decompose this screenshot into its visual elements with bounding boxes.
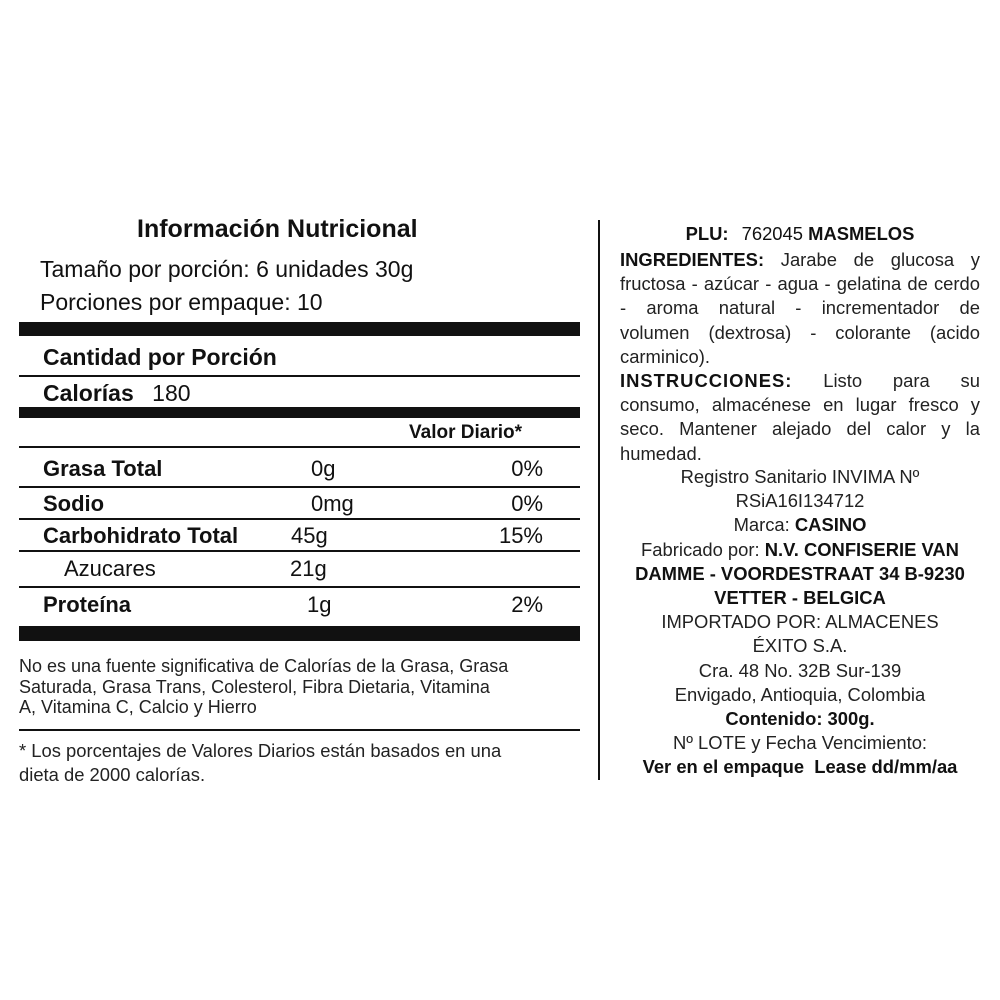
calories-label: Calorías	[43, 380, 134, 406]
divider	[19, 550, 580, 552]
divider	[19, 486, 580, 488]
footnote-line: dieta de 2000 calorías.	[19, 764, 206, 785]
nutrition-footnote	[19, 739, 501, 787]
nutrition-note	[19, 656, 508, 718]
serving-size: Tamaño por porción: 6 unidades 30g	[40, 256, 414, 282]
instructions-text: Listo para su	[823, 370, 980, 391]
thick-divider-bottom	[19, 626, 580, 641]
divider	[19, 729, 580, 731]
calories-row	[43, 380, 191, 407]
instructions-block	[620, 369, 980, 466]
ingredients-line: - aroma natural - incrementador de	[620, 297, 980, 319]
nutrition-title: Información Nutricional	[137, 215, 418, 243]
fabricado-name: N.V. CONFISERIE VAN	[764, 538, 959, 560]
nutrient-amount: 1g	[307, 592, 332, 617]
nutrient-percent: 0%	[511, 456, 543, 481]
divider	[19, 586, 580, 588]
nutrient-amount: 21g	[290, 556, 327, 581]
fabricado-line	[600, 538, 1000, 562]
lote-line: Nº LOTE y Fecha Vencimiento:	[672, 732, 928, 754]
amount-per-serving: Cantidad por Porción	[43, 344, 277, 370]
nutrient-percent: 0%	[511, 491, 543, 516]
servings-per-container: Porciones por empaque: 10	[40, 289, 323, 315]
importer-name: ÉXITO S.A.	[752, 635, 848, 657]
lote-value: Ver en el empaque Lease dd/mm/aa	[642, 756, 958, 778]
registro-line: Registro Sanitario INVIMA Nº	[680, 466, 920, 487]
marca-line	[600, 513, 1000, 537]
ingredients-block	[620, 248, 980, 369]
nutrient-name: Sodio	[43, 491, 105, 516]
address-line: Cra. 48 No. 32B Sur-139	[698, 659, 902, 681]
nutrient-amount: 0mg	[311, 491, 354, 516]
nutrient-percent: 2%	[511, 592, 543, 617]
daily-value-header: Valor Diario*	[409, 422, 522, 443]
nutrient-name: Carbohidrato Total	[43, 523, 239, 548]
plu-line	[600, 222, 1000, 246]
instructions-line: seco. Mantener alejado del calor y la	[620, 418, 980, 440]
ingredients-line: carminico).	[620, 345, 710, 367]
instructions-label: INSTRUCCIONES:	[620, 370, 793, 391]
ingredients-line: fructosa - azúcar - agua - gelatina de cerdo	[620, 273, 980, 295]
fabricado-label: Fabricado por:	[641, 538, 760, 560]
instructions-line: humedad.	[620, 442, 702, 464]
nutrient-amount: 45g	[291, 523, 328, 548]
ingredients-line	[620, 248, 980, 272]
contenido-line: Contenido: 300g.	[725, 708, 875, 730]
marca-value: CASINO	[794, 514, 867, 536]
divider	[19, 518, 580, 520]
divider	[19, 375, 580, 377]
note-line: Saturada, Grasa Trans, Colesterol, Fibra Dietaria, Vitamina	[19, 676, 490, 697]
product-details	[600, 465, 1000, 780]
note-line: No es una fuente significativa de Calorías de la Grasa, Grasa	[19, 656, 509, 676]
footnote-line: * Los porcentajes de Valores Diarios están basados en una	[19, 740, 502, 761]
instructions-line	[620, 369, 980, 393]
plu-code: 762045	[741, 223, 803, 244]
plu-label: PLU:	[685, 223, 729, 244]
note-line: A, Vitamina C, Calcio y Hierro	[19, 697, 257, 717]
ingredients-label: INGREDIENTES:	[620, 249, 765, 270]
ingredients-line: volumen (dextrosa) - colorante (acido	[620, 321, 980, 343]
nutrient-amount: 0g	[311, 456, 336, 481]
nutrient-name: Azucares	[64, 556, 156, 581]
instructions-line: consumo, almacénese en lugar fresco y	[620, 394, 980, 416]
thick-divider-top	[19, 322, 580, 336]
divider	[19, 446, 580, 448]
marca-label: Marca:	[733, 514, 790, 536]
nutrient-percent: 15%	[498, 523, 543, 548]
thick-divider-mid	[19, 407, 580, 418]
plu-name: MASMELOS	[808, 223, 915, 244]
nutrient-name: Grasa Total	[43, 456, 163, 481]
nutrient-name: Proteína	[43, 592, 132, 617]
ingredients-text: Jarabe de glucosa y	[780, 249, 980, 270]
fabricado-city: VETTER - BELGICA	[714, 587, 886, 609]
importer-line: IMPORTADO POR: ALMACENES	[661, 611, 939, 633]
calories-value: 180	[152, 380, 191, 406]
address-line: Envigado, Antioquia, Colombia	[674, 683, 926, 705]
registro-number: RSiA16I134712	[735, 490, 865, 512]
fabricado-address: DAMME - VOORDESTRAAT 34 B-9230	[635, 562, 965, 584]
